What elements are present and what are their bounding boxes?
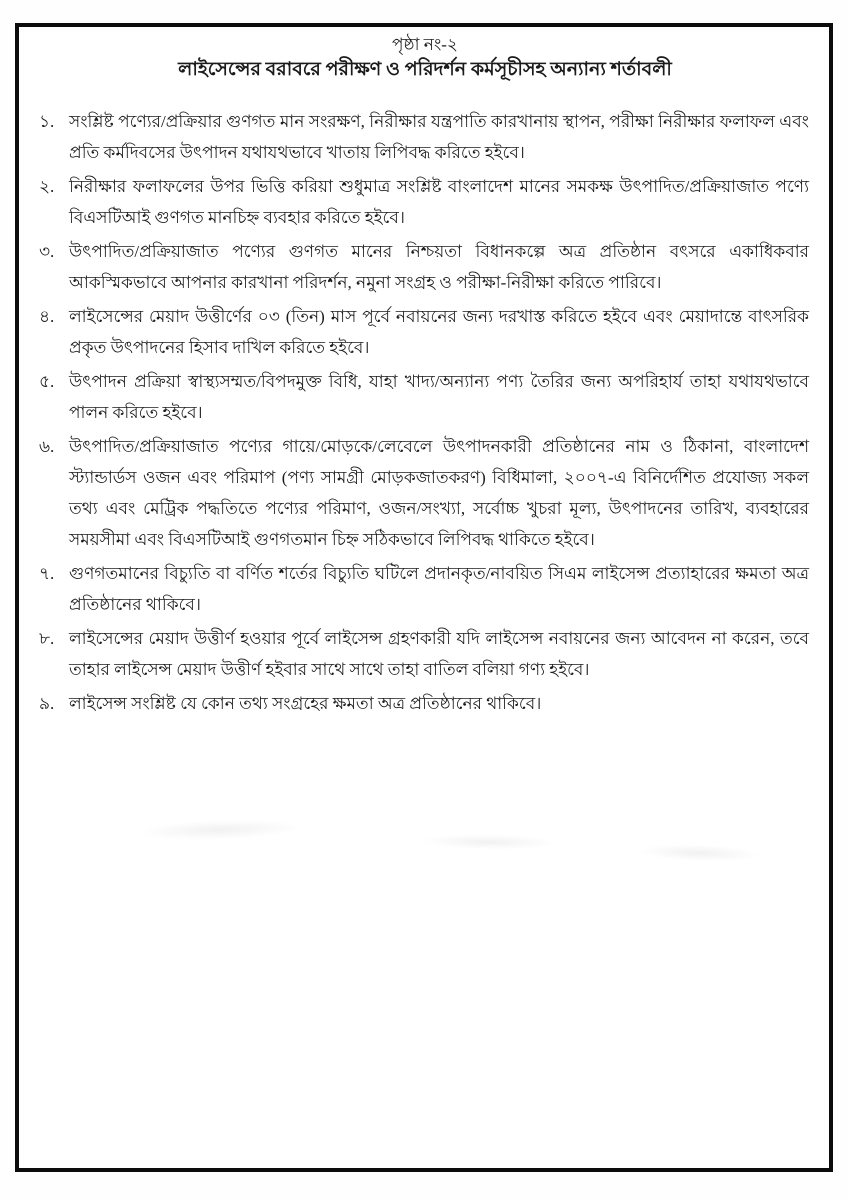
page-header — [39, 34, 811, 82]
term-text: গুণগতমানের বিচ্যুতি বা বর্ণিত শর্তের বিচ্যুতি ঘটিলে প্রদানকৃত/নাবয়িত সিএম লাইসেন্স প্রত্যাহারের ক্ষমতা অত্র প্রতিষ্ঠানের থাকিবে। — [69, 564, 809, 614]
term-item — [39, 623, 811, 685]
term-text: সংশ্লিষ্ট পণ্যের/প্রক্রিয়ার গুণগত মান সংরক্ষণ, নিরীক্ষার যন্ত্রপাতি কারখানায় স্থাপন, পরীক্ষা নিরীক্ষার ফলাফল এবং প্রতি কর্মদিবসের উৎপাদন যথাযথভাবে খাতায় লিপিবদ্ধ করিতে হইবে। — [69, 112, 809, 162]
term-number: ৬. — [39, 437, 55, 456]
term-text: লাইসেন্সের মেয়াদ উত্তীর্ণ হওয়ার পূর্বে লাইসেন্স গ্রহণকারী যদি লাইসেন্স নবায়নের জন্য আবেদন না করেন, তবে তাহার লাইসেন্স মেয়াদ উত্তীর্ণ হইবার সাথে সাথে তাহা বাতিল বলিয়া গণ্য হইবে। — [69, 629, 809, 679]
term-item — [39, 431, 811, 555]
term-text: লাইসেন্স সংশ্লিষ্ট যে কোন তথ্য সংগ্রহের ক্ষমতা অত্র প্রতিষ্ঠানের থাকিবে। — [69, 694, 542, 713]
term-text: উৎপাদিত/প্রক্রিয়াজাত পণ্যের গুণগত মানের নিশ্চয়তা বিধানকল্পে অত্র প্রতিষ্ঠান বৎসরে একাধিকবার আকস্মিকভাবে আপনার কারখানা পরিদর্শন, নমুনা সংগ্রহ ও পরীক্ষা-নিরীক্ষা করিতে পারিবে। — [69, 242, 809, 292]
term-text: উৎপাদন প্রক্রিয়া স্বাস্থ্যসম্মত/বিপদমুক্ত বিধি, যাহা খাদ্য/অন্যান্য পণ্য তৈরির জন্য অপরিহার্য তাহা যথাযথভাবে পালন করিতে হইবে। — [69, 372, 809, 422]
term-number: ২. — [39, 177, 55, 196]
term-item — [39, 236, 811, 298]
term-item — [39, 558, 811, 620]
term-item — [39, 366, 811, 428]
term-text: উৎপাদিত/প্রক্রিয়াজাত পণ্যের গায়ে/মোড়কে/লেবেলে উৎপাদনকারী প্রতিষ্ঠানের নাম ও ঠিকানা, বাংলাদেশ স্ট্যান্ডার্ডস ওজন এবং পরিমাপ (পণ্য সামগ্রী মোড়কজাতকরণ) বিধিমালা, ২০০৭-এ বিনির্দেশিত প্রযোজ্য সকল তথ্য এবং মেট্রিক পদ্ধতিতে পণ্যের পরিমাণ, ওজন/সংখ্যা, সর্বোচ্চ খুচরা মূল্য, উৎপাদনের তারিখ, ব্যবহারের সময়সীমা এবং বিএসটিআই গুণগতমান চিহ্ন সঠিকভাবে লিপিবদ্ধ থাকিতে হইবে। — [69, 437, 809, 549]
term-number: ৭. — [39, 564, 55, 583]
term-item — [39, 301, 811, 363]
scan-smudge — [109, 813, 330, 847]
page-title: লাইসেন্সের বরাবরে পরীক্ষণ ও পরিদর্শন কর্মসূচীসহ অন্যান্য শর্তাবলী — [178, 59, 672, 80]
page-border-frame — [15, 23, 833, 1172]
term-number: ৯. — [39, 694, 55, 713]
page-number: পৃষ্ঠা নং-২ — [392, 35, 458, 54]
term-item — [39, 688, 811, 719]
term-item — [39, 106, 811, 168]
scan-smudge — [399, 830, 579, 853]
terms-list — [39, 106, 811, 719]
term-number: ৪. — [39, 307, 55, 326]
term-text: নিরীক্ষার ফলাফলের উপর ভিত্তি করিয়া শুধুমাত্র সংশ্লিষ্ট বাংলাদেশ মানের সমকক্ষ উৎপাদিত/প্রক্রিয়াজাত পণ্যে বিএসটিআই গুণগত মানচিহ্ন ব্যবহার করিতে হইবে। — [69, 177, 809, 227]
page-content — [19, 27, 829, 1168]
term-item — [39, 171, 811, 233]
term-number: ৫. — [39, 372, 55, 391]
term-number: ৮. — [39, 629, 55, 648]
term-number: ১. — [39, 112, 55, 131]
term-number: ৩. — [39, 242, 55, 261]
term-text: লাইসেন্সের মেয়াদ উত্তীর্ণের ০৩ (তিন) মাস পূর্বে নবায়নের জন্য দরখাস্ত করিতে হইবে এবং মেয়াদান্তে বাৎসরিক প্রকৃত উৎপাদনের হিসাব দাখিল করিতে হইবে। — [69, 307, 809, 357]
scan-smudge — [619, 839, 780, 867]
